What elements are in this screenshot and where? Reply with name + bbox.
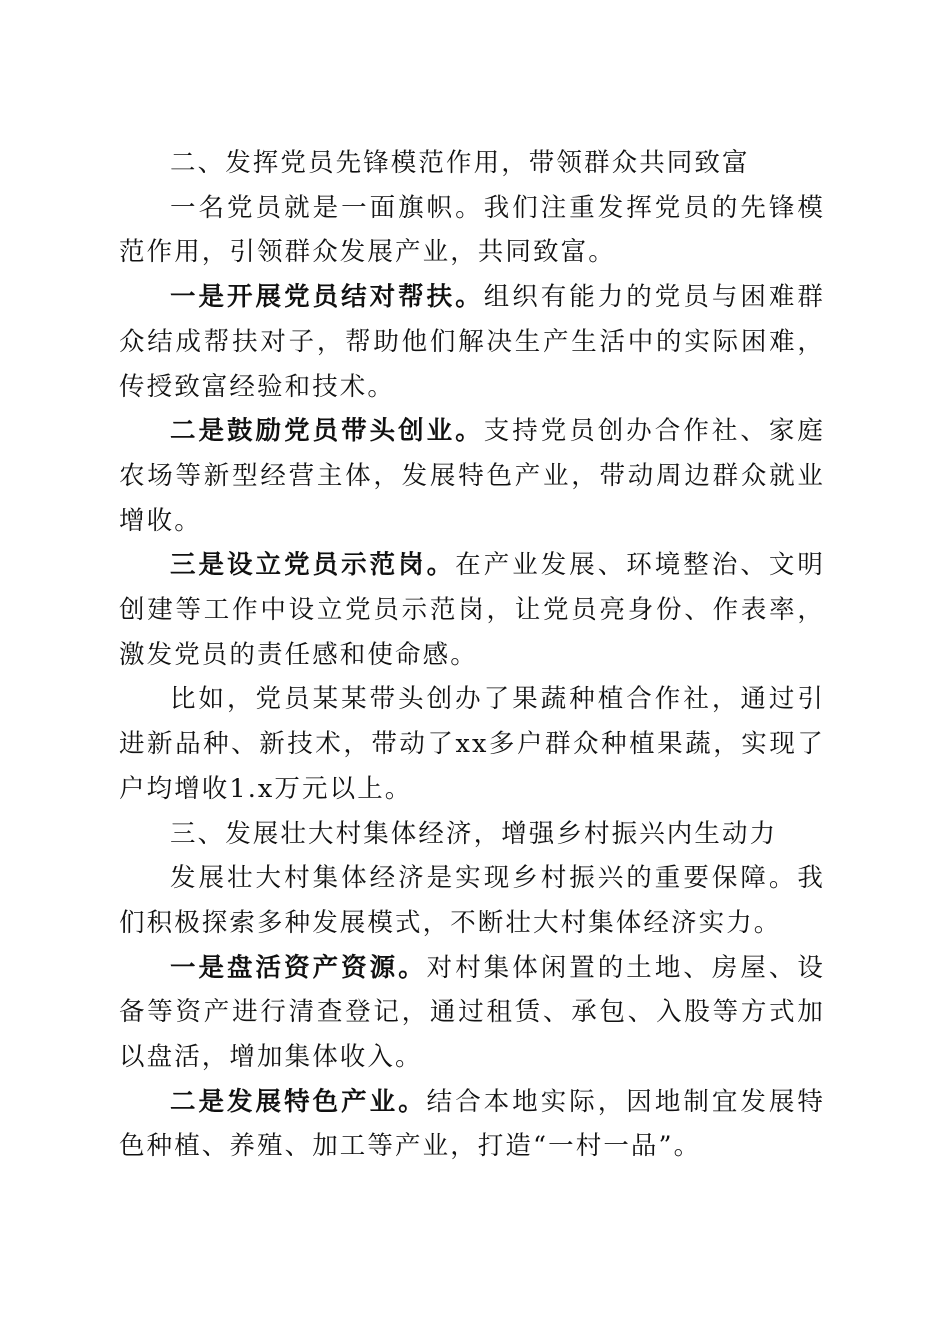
paragraph-lead: 一是盘活资产资源。 — [170, 952, 427, 983]
section-heading: 二、发挥党员先锋模范作用，带领群众共同致富 — [170, 148, 750, 178]
paragraph-lead: 一是开展党员结对帮扶。 — [170, 282, 484, 313]
paragraph-text: 组织有能力的党员与困难群众结成帮扶对子，帮助他们解决生产生活中的实际困难，传授致富经验和技术。 — [119, 282, 825, 402]
paragraph-lead: 三是设立党员示范岗。 — [170, 550, 456, 581]
paragraph-text: 一名党员就是一面旗帜。我们注重发挥党员的先锋模范作用，引领群众发展产业，共同致富。 — [119, 192, 825, 268]
paragraph — [119, 677, 825, 811]
paragraph-lead: 二是发展特色产业。 — [170, 1086, 427, 1117]
section-heading: 三、发展壮大村集体经济，增强乡村振兴内生动力 — [170, 818, 778, 849]
paragraph — [119, 186, 825, 275]
document-body — [119, 141, 825, 1169]
paragraph-text: 结合本地实际，因地制宜发展特色种植、养殖、加工等产业，打造“一村一品”。 — [119, 1086, 826, 1162]
paragraph-text: 比如，党员某某带头创办了果蔬种植合作社，通过引进新品种、新技术，带动了xx多户群众种植果蔬，实现了户均增收1.x万元以上。 — [119, 684, 825, 804]
paragraph — [119, 275, 825, 409]
paragraph-text: 支持党员创办合作社、家庭农场等新型经营主体，发展特色产业，带动周边群众就业增收。 — [119, 416, 825, 536]
paragraph-text: 发展壮大村集体经济是实现乡村振兴的重要保障。我们积极探索多种发展模式，不断壮大村集体经济实力。 — [119, 863, 825, 938]
paragraph-text: 对村集体闲置的土地、房屋、设备等资产进行清查登记，通过租赁、承包、入股等方式加以盘活，增加集体收入。 — [119, 952, 826, 1073]
paragraph — [119, 946, 825, 1080]
paragraph — [119, 1080, 825, 1169]
paragraph — [119, 409, 825, 543]
paragraph — [119, 856, 825, 945]
paragraph-lead: 二是鼓励党员带头创业。 — [170, 416, 484, 447]
paragraph-text: 在产业发展、环境整治、文明创建等工作中设立党员示范岗，让党员亮身份、作表率，激发党员的责任感和使命感。 — [119, 550, 825, 670]
paragraph — [119, 543, 825, 677]
